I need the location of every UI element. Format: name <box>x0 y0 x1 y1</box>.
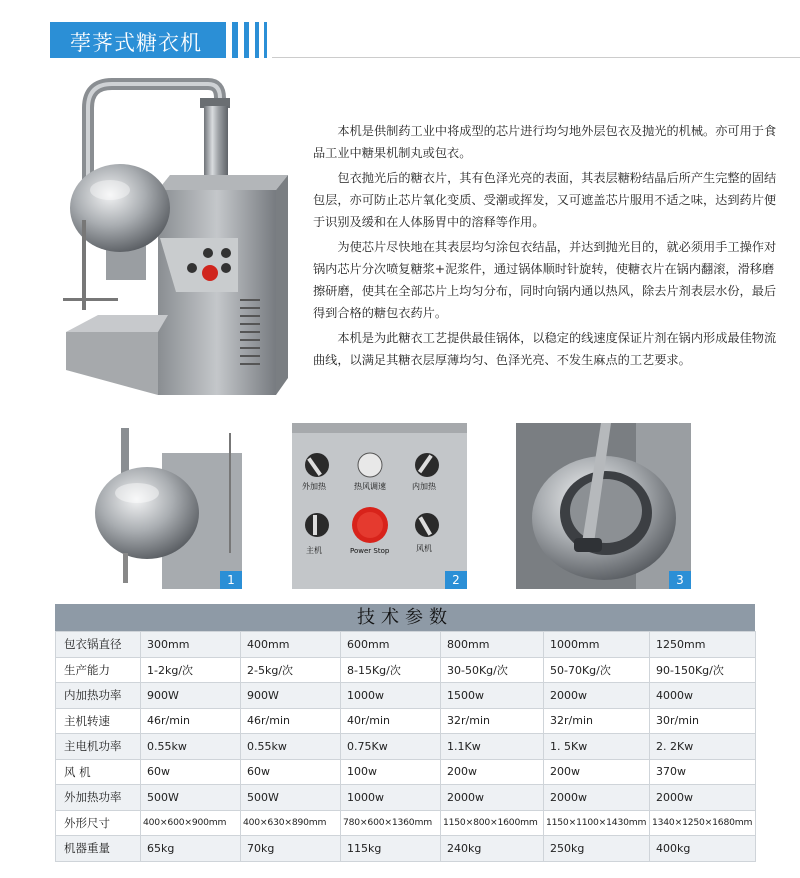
spec-row-label: 包衣锅直径 <box>56 632 141 658</box>
spec-cell: 600mm <box>341 632 441 658</box>
spec-cell: 200w <box>441 759 544 785</box>
spec-cell: 115kg <box>341 836 441 862</box>
spec-cell: 1. 5Kw <box>544 734 650 760</box>
spec-cell: 200w <box>544 759 650 785</box>
spec-cell: 46r/min <box>141 708 241 734</box>
spec-cell: 2000w <box>650 785 756 811</box>
spec-row-label: 外加热功率 <box>56 785 141 811</box>
spec-cell: 32r/min <box>441 708 544 734</box>
spec-cell: 65kg <box>141 836 241 862</box>
photo-pan-closeup <box>67 423 242 589</box>
spec-cell: 30-50Kg/次 <box>441 657 544 683</box>
machine-image <box>58 70 320 405</box>
spec-cell: 1.1Kw <box>441 734 544 760</box>
spec-cell: 500W <box>141 785 241 811</box>
spec-cell: 4000w <box>650 683 756 709</box>
knob-label: 内加热 <box>412 482 436 491</box>
photo-pan-interior <box>516 423 691 589</box>
spec-row <box>56 836 756 862</box>
spec-cell: 0.55kw <box>241 734 341 760</box>
description-paragraph: 包衣抛光后的糖衣片，其有色泽光亮的表面，其表层糖粉结晶后所产生完整的固结包层，亦可防止芯片氧化变质、受潮或挥发，又可遮盖芯片服用不适之味，达到药片便于识别及缓和在人体肠胃中的溶释等作用。 <box>313 171 777 229</box>
spec-cell: 780×600×1360mm <box>341 810 441 836</box>
title-stripe <box>264 22 267 58</box>
spec-cell: 1150×800×1600mm <box>441 810 544 836</box>
spec-title: 技术参数 <box>55 604 755 631</box>
photo-control-panel <box>292 423 467 589</box>
spec-row <box>56 759 756 785</box>
photo-badge: 2 <box>445 571 467 589</box>
spec-cell: 8-15Kg/次 <box>341 657 441 683</box>
spec-cell: 1000w <box>341 683 441 709</box>
spec-cell: 250kg <box>544 836 650 862</box>
spec-cell: 1-2kg/次 <box>141 657 241 683</box>
spec-section <box>55 604 755 862</box>
title-stripe <box>255 22 259 58</box>
spec-cell: 300mm <box>141 632 241 658</box>
spec-row-label: 风 机 <box>56 759 141 785</box>
spec-cell: 40r/min <box>341 708 441 734</box>
spec-row-label: 机器重量 <box>56 836 141 862</box>
spec-row <box>56 683 756 709</box>
spec-cell: 2000w <box>544 785 650 811</box>
spec-row-label: 主电机功率 <box>56 734 141 760</box>
description-paragraph: 为使芯片尽快地在其表层均匀涂包衣结晶，并达到抛光目的，就必须用手工操作对锅内芯片分次喷复糖浆+泥浆件，通过锅体顺时针旋转，使糖衣片在锅内翻滚，滑移磨擦研磨，使其在全部芯片上均匀分布，同时向锅内通以热风，除去片剂表层水份，最后得到合格的糖包衣药片。 <box>313 240 777 320</box>
spec-row-label: 外形尺寸 <box>56 810 141 836</box>
spec-cell: 1150×1100×1430mm <box>544 810 650 836</box>
spec-cell: 240kg <box>441 836 544 862</box>
spec-row <box>56 810 756 836</box>
spec-cell: 400mm <box>241 632 341 658</box>
spec-cell: 2-5kg/次 <box>241 657 341 683</box>
spec-cell: 900W <box>241 683 341 709</box>
spec-row <box>56 785 756 811</box>
spec-cell: 2000w <box>441 785 544 811</box>
knob-label: Power Stop <box>350 547 390 555</box>
knob-label: 外加热 <box>302 482 326 491</box>
spec-row <box>56 708 756 734</box>
knob-label: 热风调速 <box>354 482 386 491</box>
spec-row <box>56 734 756 760</box>
description-paragraph: 本机是供制药工业中将成型的芯片进行均匀地外层包衣及抛光的机械。亦可用于食品工业中糖果机制丸或包衣。 <box>313 124 777 160</box>
spec-row-label: 生产能力 <box>56 657 141 683</box>
spec-table <box>55 631 756 862</box>
spec-cell: 1340×1250×1680mm <box>650 810 756 836</box>
spec-cell: 400kg <box>650 836 756 862</box>
spec-cell: 70kg <box>241 836 341 862</box>
title-divider <box>272 57 800 58</box>
spec-cell: 1500w <box>441 683 544 709</box>
spec-row-label: 内加热功率 <box>56 683 141 709</box>
knob-label: 主机 <box>306 546 322 555</box>
spec-cell: 90-150Kg/次 <box>650 657 756 683</box>
title-stripe <box>244 22 249 58</box>
spec-cell: 900W <box>141 683 241 709</box>
spec-cell: 2. 2Kw <box>650 734 756 760</box>
spec-row <box>56 632 756 658</box>
spec-cell: 800mm <box>441 632 544 658</box>
spec-cell: 60w <box>141 759 241 785</box>
spec-cell: 0.55kw <box>141 734 241 760</box>
spec-cell: 50-70Kg/次 <box>544 657 650 683</box>
spec-cell: 100w <box>341 759 441 785</box>
spec-cell: 32r/min <box>544 708 650 734</box>
spec-cell: 0.75Kw <box>341 734 441 760</box>
spec-cell: 2000w <box>544 683 650 709</box>
spec-cell: 1000w <box>341 785 441 811</box>
spec-row-label: 主机转速 <box>56 708 141 734</box>
spec-cell: 400×630×890mm <box>241 810 341 836</box>
knob-label: 风机 <box>416 544 432 553</box>
spec-row <box>56 657 756 683</box>
description-paragraph: 本机是为此糖衣工艺提供最佳锅体，以稳定的线速度保证片剂在锅内形成最佳物流曲线，以满足其糖衣层厚薄均匀、色泽光亮、不发生麻点的工艺要求。 <box>313 331 777 367</box>
title-stripe <box>232 22 238 58</box>
spec-cell: 400×600×900mm <box>141 810 241 836</box>
photo-badge: 3 <box>669 571 691 589</box>
spec-cell: 30r/min <box>650 708 756 734</box>
spec-cell: 1250mm <box>650 632 756 658</box>
spec-cell: 500W <box>241 785 341 811</box>
photo-badge: 1 <box>220 571 242 589</box>
spec-cell: 46r/min <box>241 708 341 734</box>
page-title: 荸荠式糖衣机 <box>70 31 202 55</box>
spec-cell: 60w <box>241 759 341 785</box>
description <box>313 120 778 374</box>
spec-cell: 1000mm <box>544 632 650 658</box>
spec-cell: 370w <box>650 759 756 785</box>
